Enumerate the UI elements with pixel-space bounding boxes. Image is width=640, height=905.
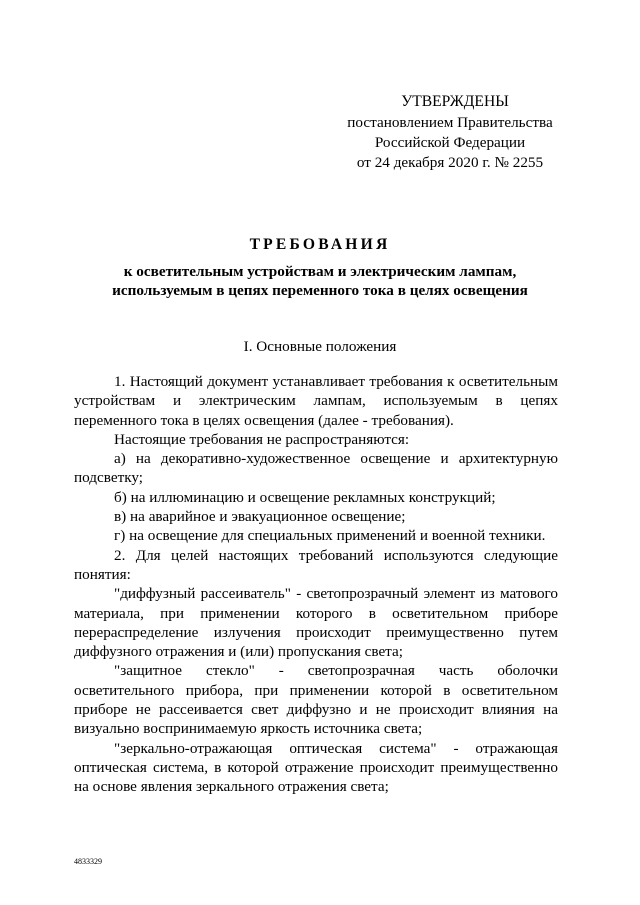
document-title: ТРЕБОВАНИЯ (249, 236, 391, 253)
paragraph-8: "диффузный рассеиватель" - светопрозрачный элемент из матового материала, при применении которого в осветительном приборе перераспределение излучения происходит преимущественно путем диффузного отражения и (или) пропускания света; (74, 585, 558, 661)
approval-heading: УТВЕРЖДЕНЫ (401, 93, 509, 110)
footer-document-code: 4833329 (74, 857, 102, 866)
paragraph-4: б) на иллюминацию и освещение рекламных конструкций; (114, 488, 496, 506)
approval-block (330, 92, 570, 173)
paragraph-2: Настоящие требования не распространяются: (114, 430, 410, 448)
section-heading: I. Основные положения (243, 338, 397, 355)
approval-line-1: постановлением Правительства (347, 114, 553, 131)
approval-line-3: от 24 декабря 2020 г. № 2255 (356, 154, 544, 171)
paragraph-10: "зеркально-отражающая оптическая система" - отражающая оптическая система, в которой отражение происходит преимущественно на основе явления зеркального отражения света; (74, 739, 558, 796)
document-subtitle (60, 262, 580, 300)
paragraph-7: 2. Для целей настоящих требований используются следующие понятия: (74, 546, 558, 583)
paragraph-3: а) на декоративно-художественное освещение и архитектурную подсветку; (74, 450, 558, 487)
document-body (74, 372, 558, 797)
paragraph-9: "защитное стекло" - светопрозрачная часть оболочки осветительного прибора, при применении которой в осветительном приборе не рассеивается свет диффузно и не происходит влияния на визуально воспринимаемую яркость источника света; (74, 662, 558, 738)
paragraph-6: г) на освещение для специальных применений и военной техники. (114, 527, 546, 545)
approval-line-2: Российской Федерации (374, 134, 526, 151)
paragraph-5: в) на аварийное и эвакуационное освещение; (114, 508, 406, 526)
subtitle-line-2: используемым в цепях переменного тока в целях освещения (112, 282, 528, 299)
subtitle-line-1: к осветительным устройствам и электрическим лампам, (123, 263, 517, 280)
paragraph-1: 1. Настоящий документ устанавливает требования к осветительным устройствам и электрическим лампам, используемым в цепях переменного тока в целях освещения (далее - требования). (74, 373, 558, 429)
